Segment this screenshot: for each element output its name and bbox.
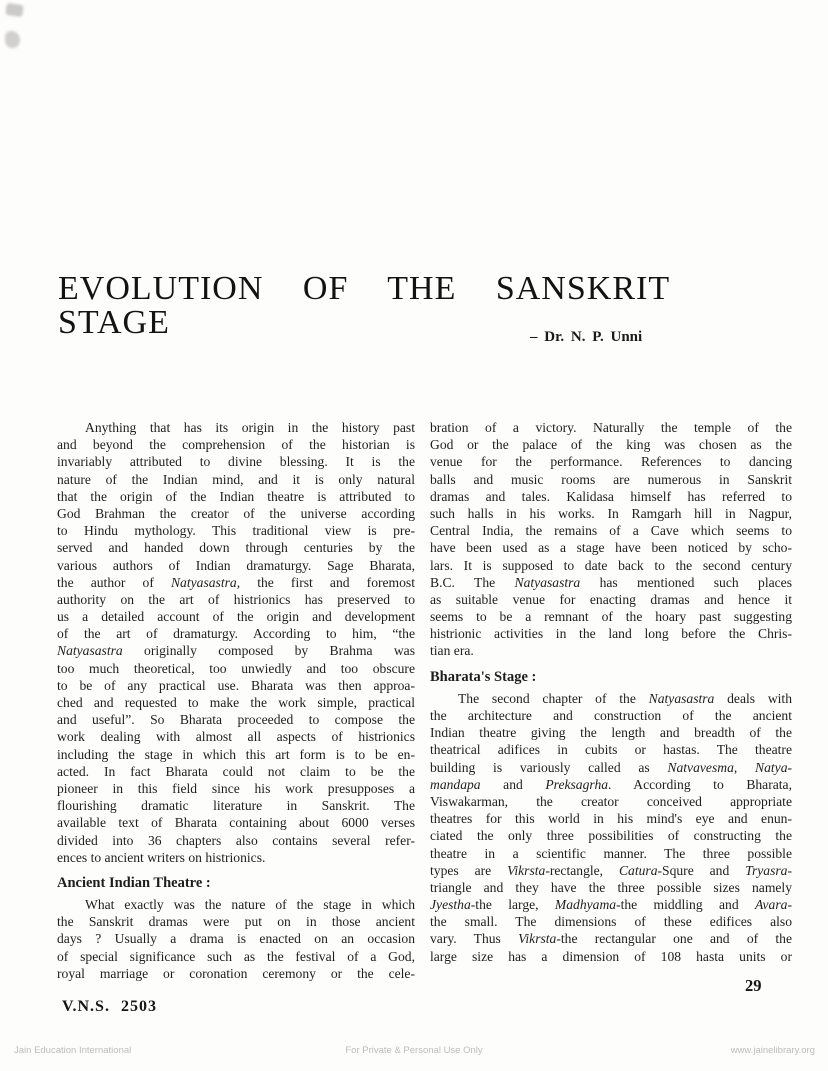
text-line: Indian theatre giving the length and breadth of the: [430, 725, 792, 741]
text-line: acted. In fact Bharata could not claim to be the: [57, 763, 415, 779]
text-line: days ? Usually a drama is enacted on an occasion: [57, 931, 415, 947]
text-line: vary. Thus Vikrsta-the rectangular one and of the: [430, 931, 792, 947]
section-heading: Bharata's Stage :: [430, 668, 537, 685]
text-line: authority on the art of histrionics has preserved to: [57, 591, 415, 607]
text-line: Jyestha-the large, Madhyama-the middling and Avara-: [430, 897, 792, 913]
text-line: tian era.: [430, 643, 474, 659]
text-line: Central India, the remains of a Cave which seems to: [430, 523, 792, 539]
text-line: that the origin of the Indian theatre is attributed to: [57, 488, 415, 504]
text-line: such halls in his works. In Ramgarh hill in Nagpur,: [430, 505, 792, 521]
text-line: have been used as a stage have been noticed by scho-: [430, 540, 792, 556]
text-line: as suitable venue for enacting dramas and hence it: [430, 591, 792, 607]
text-line: seems to be a remnant of the hoary past suggesting: [430, 609, 792, 625]
text-line: the architecture and construction of the ancient: [430, 708, 792, 724]
scan-artifact: [5, 31, 20, 48]
text-line: of the art of dramaturgy. According to him, “the: [57, 626, 415, 642]
text-line: What exactly was the nature of the stage in which: [85, 897, 415, 913]
right-column: [430, 419, 792, 965]
text-line: ched and requested to make the work simple, practical: [57, 695, 415, 710]
text-line: too much theoretical, too unwiedly and too obscure: [57, 660, 415, 676]
text-line: available text of Bharata containing about 6000 verses: [57, 815, 415, 831]
footer-right-text: www.jainelibrary.org: [730, 1045, 815, 1056]
text-line: lars. It is supposed to date back to the second century: [430, 557, 792, 573]
text-line: large size has a dimension of 108 hasta units or: [430, 948, 792, 964]
text-line: to Hindu mythology. This traditional view is pre-: [57, 523, 415, 539]
text-line: theatrical adifices in cubits or hastas. The theatre: [430, 742, 792, 758]
text-line: mandapa and Preksagrha. According to Bharata,: [430, 776, 792, 792]
text-line: invariably attributed to divine blessing. It is the: [57, 454, 415, 470]
article-author: – Dr. N. P. Unni: [530, 329, 643, 345]
text-line: the Sanskrit dramas were put on in those ancient: [57, 914, 415, 930]
text-line: us a detailed account of the origin and development: [57, 609, 415, 625]
text-line: royal marriage or coronation ceremony or the cele-: [57, 965, 415, 981]
text-line: served and handed down through centuries by the: [57, 540, 415, 556]
text-line: of special significance such as the festival of a God,: [57, 948, 415, 964]
text-line: bration of a victory. Naturally the temple of the: [430, 420, 792, 435]
text-line: histrionic activities in the land long before the Chris-: [430, 626, 792, 642]
text-line: Anything that has its origin in the history past: [85, 420, 415, 435]
text-line: B.C. The Natyasastra has mentioned such places: [430, 574, 792, 590]
text-line: types are Vikrsta-rectangle, Catura-Squre and Tryasra-: [430, 862, 792, 878]
text-line: balls and music rooms are numerous in Sanskrit: [430, 471, 792, 487]
text-line: ences to ancient writers on histrionics.: [57, 849, 266, 865]
title-line-1: EVOLUTION OF THE SANSKRIT: [58, 270, 671, 307]
text-line: theatre in a scientific manner. The three possible: [430, 845, 792, 861]
text-line: building is variously called as Natvavesma, Natya-: [430, 759, 793, 775]
imprint-code: V.N.S. 2503: [62, 998, 157, 1015]
text-line: including the stage in which this art form is to be en-: [57, 746, 415, 762]
text-line: God Brahman the creator of the universe according: [57, 505, 415, 521]
text-line: flourishing dramatic literature in Sanskrit. The: [57, 798, 415, 814]
text-line: and useful”. So Bharata proceeded to compose the: [57, 712, 415, 728]
text-line: and beyond the comprehension of the historian is: [57, 437, 415, 453]
text-line: venue for the performance. References to dancing: [430, 454, 792, 470]
text-line: work dealing with almost all aspects of histrionics: [57, 729, 415, 745]
text-line: various authors of Indian dramaturgy. Sage Bharata,: [57, 557, 415, 573]
left-column: [57, 419, 415, 982]
text-line: ciated the only three possibilities of constructing the: [430, 828, 792, 844]
title-line-2: STAGE: [58, 304, 170, 341]
text-line: Viswakarman, the creator conceived appropriate: [430, 793, 792, 809]
text-line: God or the palace of the king was chosen as the: [430, 437, 792, 453]
footer-center-text: For Private & Personal Use Only: [345, 1045, 483, 1056]
text-line: dramas and tales. Kalidasa himself has referred to: [430, 488, 792, 504]
text-line: nature of the Indian mind, and it is only natural: [57, 471, 415, 487]
page-number: 29: [745, 976, 762, 995]
text-line: to be of any practical use. Bharata was then approa-: [57, 677, 415, 693]
text-line: theatres for this world in his mind's eye and enun-: [430, 811, 792, 827]
text-line: divided into 36 chapters also contains several refer-: [57, 832, 415, 848]
text-line: triangle and they have the three possible sizes namely: [430, 879, 792, 895]
footer-left-text: Jain Education International: [14, 1045, 132, 1056]
scan-footer: [0, 1045, 828, 1059]
text-line: Natyasastra originally composed by Brahma was: [57, 643, 415, 659]
section-heading: Ancient Indian Theatre :: [57, 874, 211, 891]
scan-artifact: [5, 3, 24, 17]
text-line: pioneer in this field since his work presupposes a: [57, 780, 415, 796]
text-line: the small. The dimensions of these edifices also: [430, 914, 792, 930]
text-line: the author of Natyasastra, the first and foremost: [57, 574, 415, 590]
text-line: The second chapter of the Natyasastra deals with: [458, 690, 792, 706]
